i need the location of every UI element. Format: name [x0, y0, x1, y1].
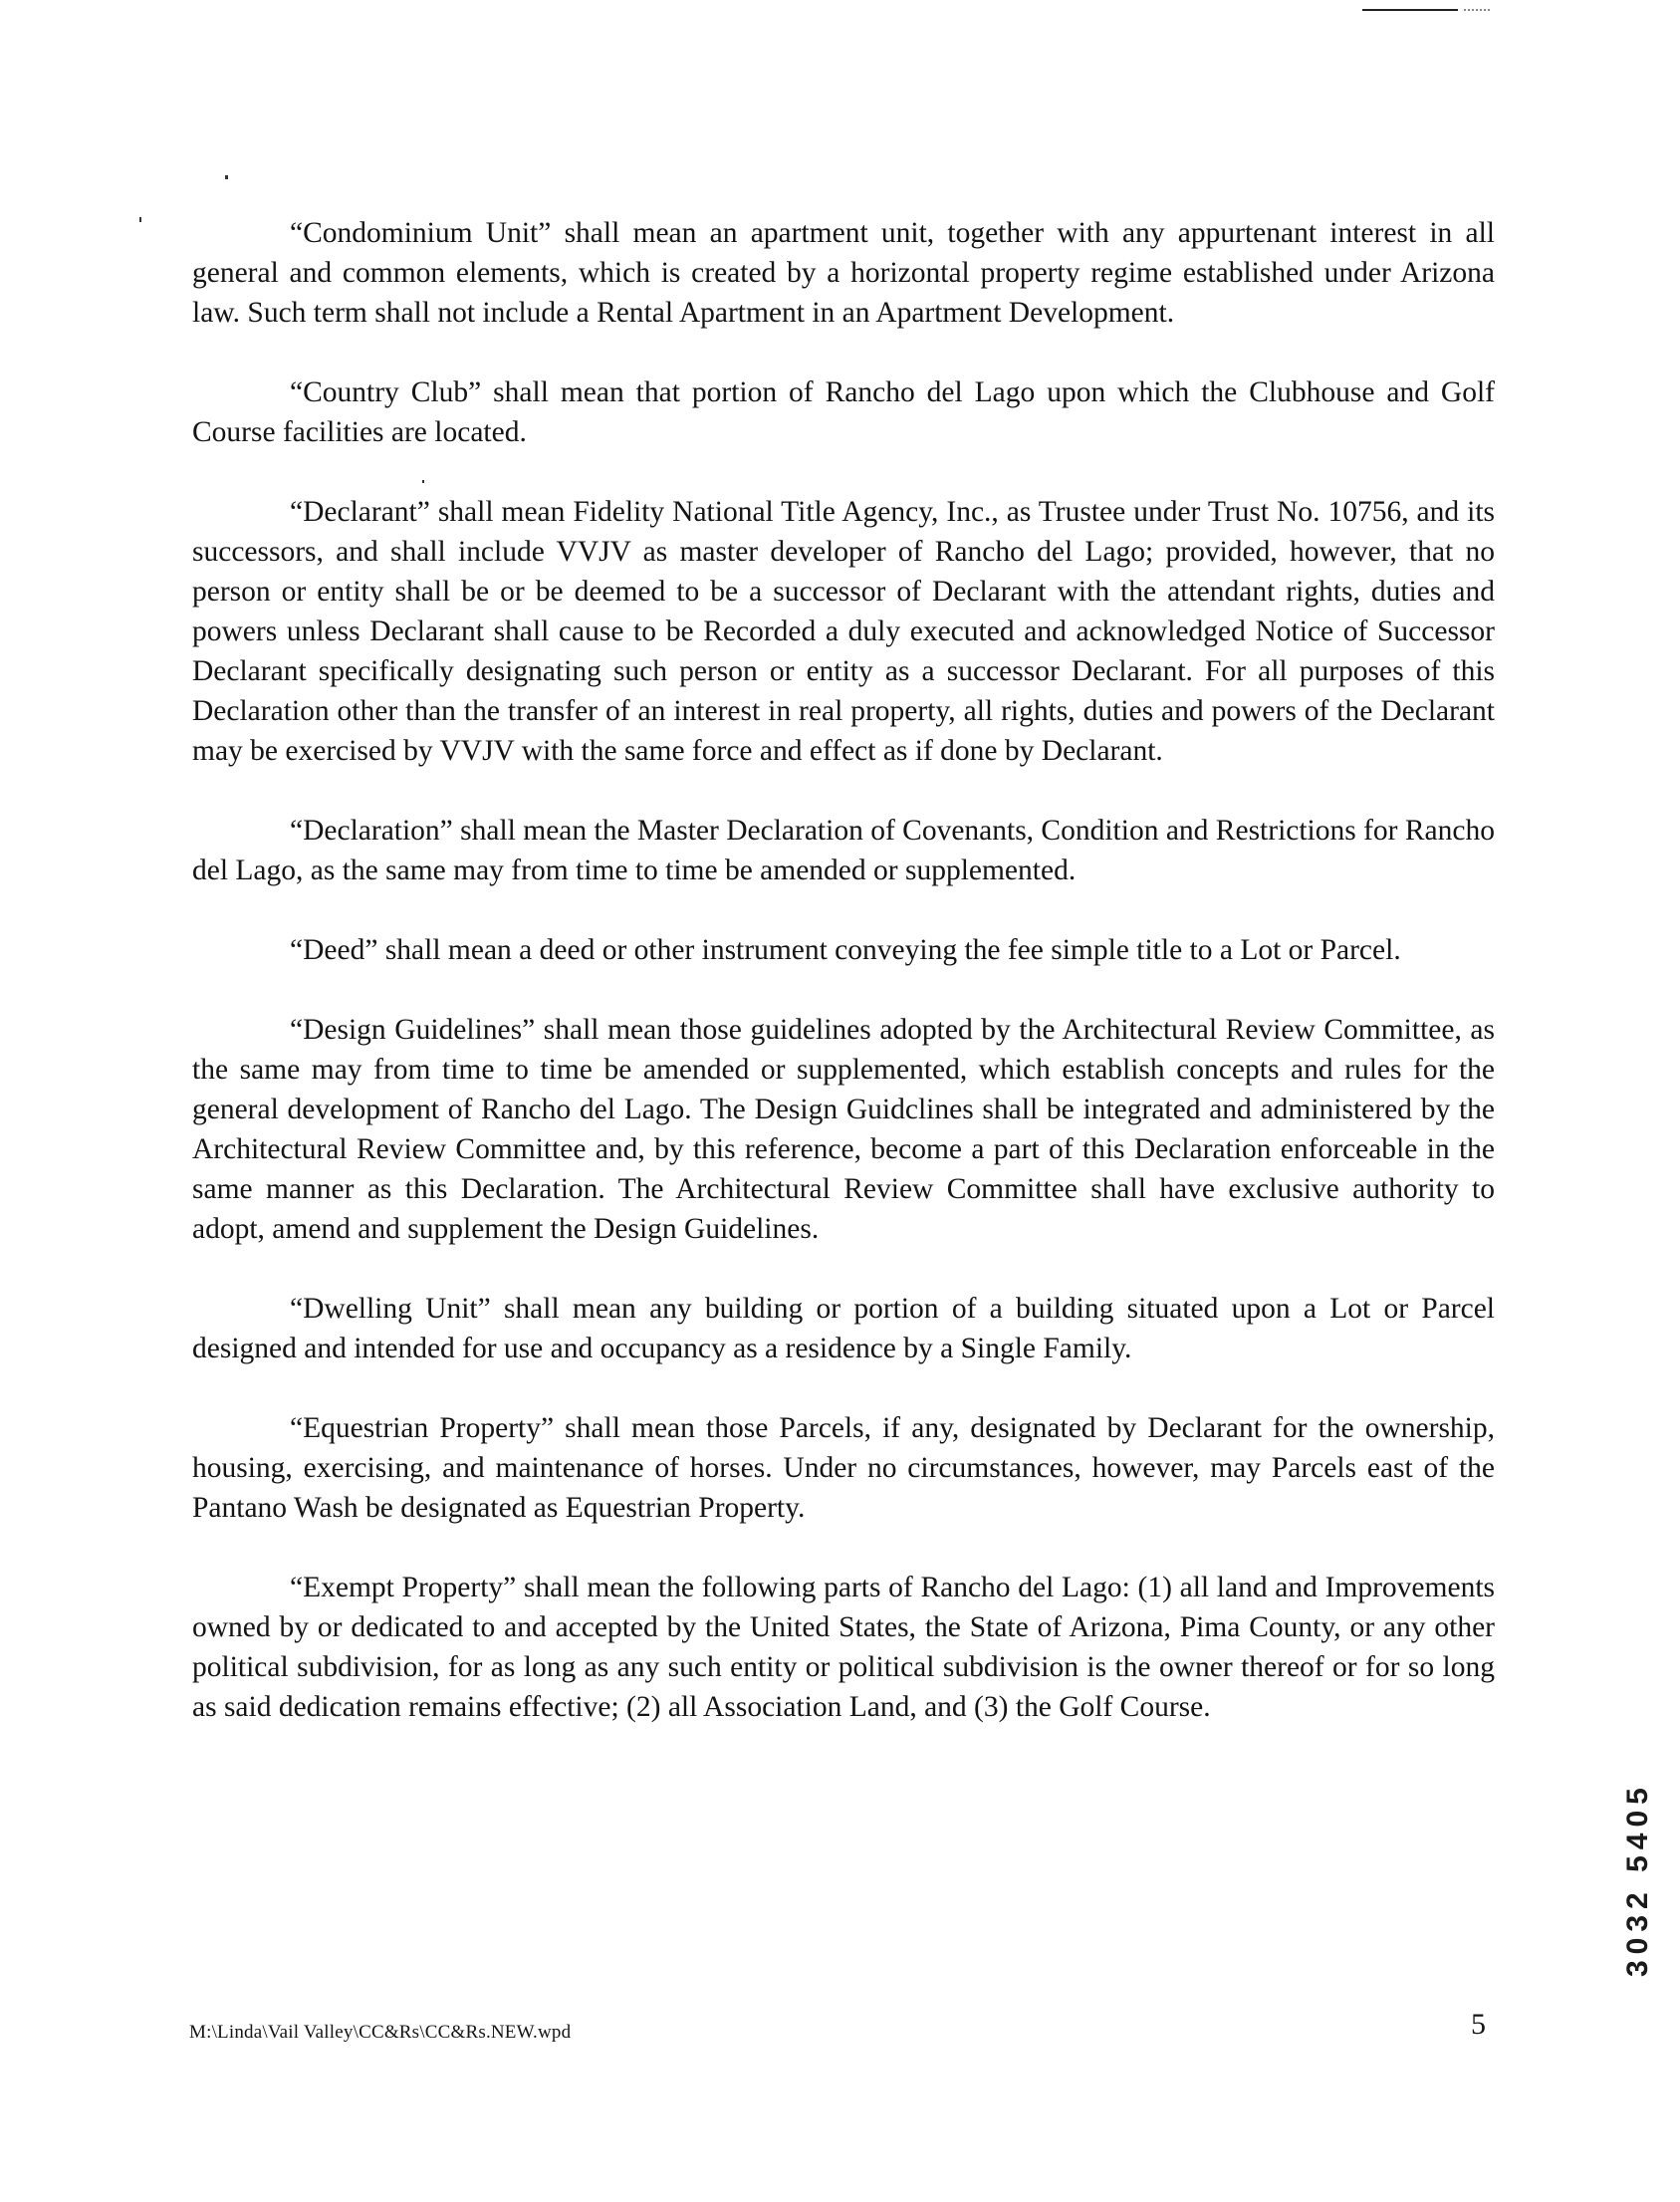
definition-text: shall mean those guidelines adopted by the Architectural Review Committee, as the same may from time to time be amended or supplemented, which establish concepts and rules for the general development of Rancho del Lago. The Design Guidclines shall be integrated and administered by the Architectural Review Committee and, by this reference, become a part of this Declaration enforceable in the same manner as this Declaration. The Architectural Review Committee shall have exclusive authority to adopt, amend and supplement the Design Guidelines. [192, 1014, 1496, 1245]
defined-term: “Design Guidelines” [290, 1014, 536, 1046]
definition-dwelling-unit [192, 1289, 1495, 1368]
definition-declarant [192, 492, 1495, 771]
definition-deed [192, 930, 1495, 970]
defined-term: “Declarant” [290, 496, 430, 528]
definition-declaration [192, 811, 1495, 890]
defined-term: “Declaration” [290, 815, 453, 847]
top-edge-dots [1464, 9, 1490, 11]
defined-term: “Exempt Property” [290, 1572, 517, 1603]
definition-text: shall mean a deed or other instrument conveying the fee simple title to a Lot or Parcel. [377, 934, 1401, 966]
defined-term: “Deed” [290, 934, 378, 966]
definition-text: shall mean that portion of Rancho del Lago upon which the Clubhouse and Golf Course facilities are located. [192, 376, 1495, 448]
definition-text: shall mean the following parts of Rancho del Lago: (1) all land and Improvements owned by or dedicated to and accepted by the United States, the State of Arizona, Pima County, or any other political subdivision, for as long as any such entity or political subdivision is the owner thereof or for so long as said dedication remains effective; (2) all Association Land, and (3) the Golf Course. [192, 1572, 1495, 1723]
page-number: 5 [1471, 2008, 1486, 2041]
scan-speck [225, 175, 228, 179]
defined-term: “Condominium Unit” [290, 217, 552, 249]
defined-term: “Country Club” [290, 376, 482, 408]
definition-text: shall mean any building or portion of a building situated upon a Lot or Parcel designed and intended for use and occupancy as a residence by a Single Family. [192, 1293, 1495, 1364]
top-edge-rule [1362, 9, 1458, 11]
document-body [192, 213, 1495, 1727]
definition-text: shall mean Fidelity National Title Agency, Inc., as Trustee under Trust No. 10756, and its successors, and shall include VVJV as master developer of Rancho del Lago; provided, however, that no person or entity shall be or be deemed to be a successor of Declarant with the attendant rights, duties and powers unless Declarant shall cause to be Recorded a duly executed and acknowledged Notice of Successor Declarant specifically designating such person or entity as a successor Declarant. For all purposes of this Declaration other than the transfer of an interest in real property, all rights, duties and powers of the Declarant may be exercised by VVJV with the same force and effect as if done by Declarant. [192, 496, 1495, 767]
definition-text: shall mean those Parcels, if any, designated by Declarant for the ownership, housing, exercising, and maintenance of horses. Under no circumstances, however, may Parcels east of the Pantano Wash be designated as Equestrian Property. [192, 1412, 1495, 1524]
definition-condominium-unit [192, 213, 1495, 333]
definition-equestrian-property [192, 1408, 1495, 1528]
definition-exempt-property [192, 1568, 1495, 1727]
scan-speck [139, 217, 141, 222]
defined-term: “Dwelling Unit” [290, 1293, 491, 1325]
definition-design-guidelines [192, 1010, 1495, 1249]
defined-term: “Equestrian Property” [290, 1412, 555, 1444]
definition-text: shall mean the Master Declaration of Covenants, Condition and Restrictions for Rancho del Lago, as the same may from time to time be amended or supplemented. [192, 815, 1495, 886]
margin-recording-stamp: 3032 5405 [1621, 1782, 1654, 1977]
definition-country-club [192, 372, 1495, 452]
footer-file-path: M:\Linda\Vail Valley\CC&Rs\CC&Rs.NEW.wpd [189, 2022, 572, 2043]
definition-text: shall mean an apartment unit, together with any appurtenant interest in all general and common elements, which is created by a horizontal property regime established under Arizona law. Such term shall not include a Rental Apartment in an Apartment Development. [192, 217, 1495, 329]
